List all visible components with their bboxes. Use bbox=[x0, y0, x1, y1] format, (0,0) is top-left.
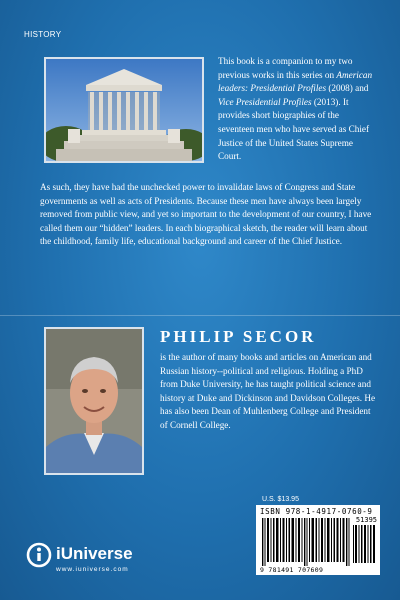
description-text: This book is a companion to my two previous works in this series on bbox=[218, 56, 353, 80]
publisher-url: www.iuniverse.com bbox=[56, 566, 129, 573]
addon-digits: 51395 bbox=[355, 516, 377, 524]
price-label: U.S. $13.95 bbox=[262, 496, 299, 503]
author-bio: is the author of many books and articles on American and Russian history--political and religious. Holding a PhD from Duke University, he has taught political science and history at Duke and Dickinson and Davidson Colleges. He has also been Dean of Muhlenberg College and President of Cornell College. bbox=[160, 352, 376, 430]
description-intro bbox=[218, 55, 376, 164]
description-body: As such, they have had the unchecked power to invalidate laws of Congress and State governments as well as acts of Presidents. Because these men have always been largely removed from public view, and yet so important to the development of our country, I have called them our “hidden” leaders. In each biographical sketch, the reader will learn about the childhood, family life, educational background and career of the Chief Justice. bbox=[40, 182, 372, 247]
book-title-vice-presidential: Vice Presidential Profiles bbox=[218, 96, 312, 107]
barcode-bars bbox=[256, 505, 380, 575]
publisher-name: iUniverse bbox=[56, 544, 133, 563]
description-text: (2013). It provides short biographies of the seventeen men who have served as Chief Justice of the United States Supreme Court. bbox=[218, 96, 370, 162]
author-photo bbox=[44, 327, 144, 475]
barcode-number: 9 781491 707609 bbox=[260, 566, 324, 574]
isbn-barcode bbox=[256, 505, 380, 575]
book-title-presidential: American leaders: Presidential Profiles bbox=[218, 69, 373, 94]
supreme-court-photo bbox=[44, 57, 204, 163]
author-name: PHILIP SECOR bbox=[160, 327, 317, 346]
category-label: HISTORY bbox=[24, 30, 62, 39]
publisher-logo bbox=[26, 540, 166, 572]
iuniverse-logo-icon bbox=[26, 542, 52, 568]
divider bbox=[0, 315, 400, 316]
description-text: (2008) and bbox=[326, 83, 369, 94]
isbn-text: ISBN 978-1-4917-0760-9 bbox=[260, 507, 373, 516]
